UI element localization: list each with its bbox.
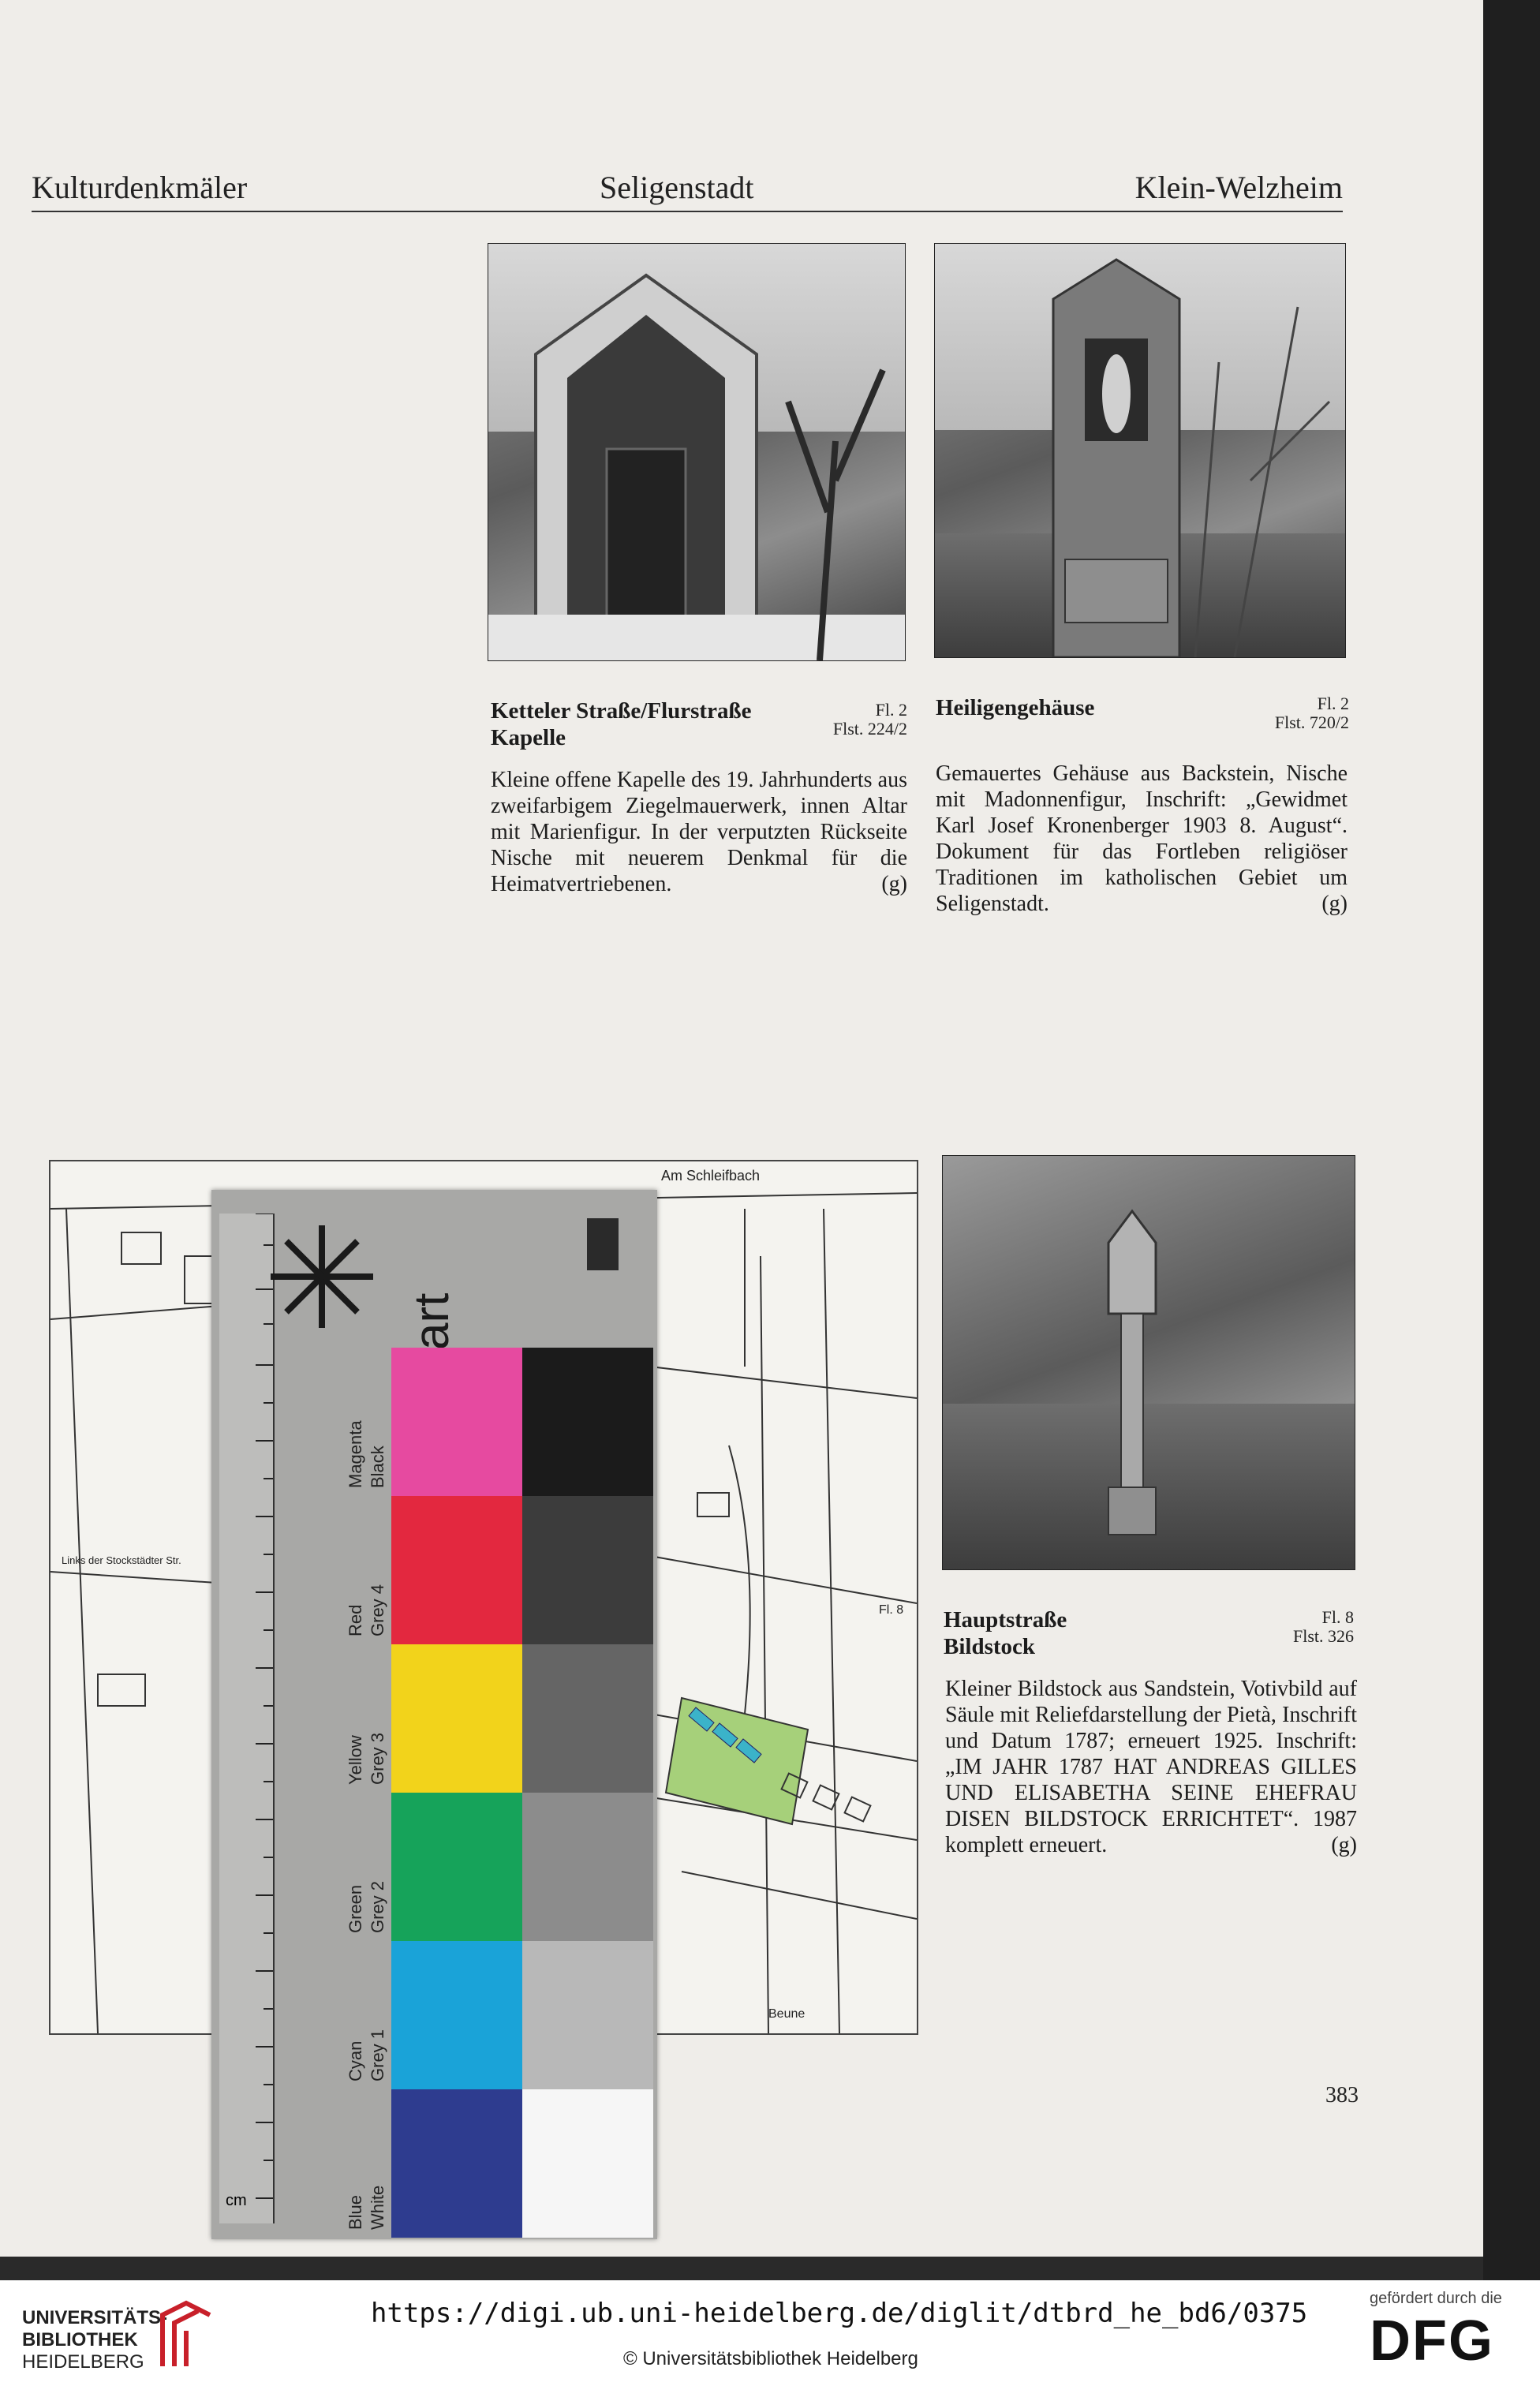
label-blue: Blue <box>346 2194 365 2230</box>
entry-3-title-line2: Bildstock <box>944 1634 1036 1659</box>
swatch-grey3 <box>522 1644 653 1793</box>
swatch-yellow <box>391 1644 522 1793</box>
map-label-fl8: Fl. 8 <box>879 1603 904 1617</box>
swatch-grey1 <box>522 1941 653 2089</box>
map-label-am-schleifbach: Am Schleifbach <box>661 1168 761 1184</box>
entry-2-ref <box>1215 694 1349 732</box>
colour-control-chart <box>211 1190 657 2239</box>
swatch-black <box>522 1348 653 1496</box>
entry-3-ref <box>1220 1608 1354 1646</box>
label-grey2: Grey 2 <box>368 1880 387 1933</box>
library-line2: BIBLIOTHEK <box>22 2329 138 2350</box>
entry-1-title-line1: Ketteler Straße/Flurstraße <box>491 698 752 724</box>
swatch-white <box>522 2089 653 2238</box>
entry-2-ref-line1: Fl. 2 <box>1317 694 1349 713</box>
cm-ruler <box>219 1214 275 2223</box>
copyright-notice: © Universitätsbibliothek Heidelberg <box>623 2348 918 2369</box>
card-logo <box>587 1218 619 1270</box>
swatch-blue <box>391 2089 522 2238</box>
label-green: Green <box>346 1884 365 1933</box>
entry-3-tag: (g) <box>1331 1833 1357 1857</box>
running-header <box>32 162 1343 212</box>
entry-2-title-line1: Heiligengehäuse <box>936 695 1095 720</box>
entry-1-title <box>491 697 759 751</box>
entry-1-body: Kleine offene Kapelle des 19. Jahrhunderts aus zweifarbigem Ziegelmauerwerk, innen Altar mit Marienfigur. In der verputzten Rückseite Nische mit neuerem Denkmal für die Heimatvertriebenen. <box>491 768 907 896</box>
label-grey3: Grey 3 <box>368 1732 387 1785</box>
label-cyan: Cyan <box>346 2040 365 2081</box>
swatch-grey2 <box>522 1793 653 1941</box>
map-label-beune: Beune <box>768 2007 806 2021</box>
label-yellow: Yellow <box>346 1735 365 1785</box>
funding-caption: gefördert durch die <box>1370 2290 1502 2307</box>
entry-1-ref <box>773 701 907 739</box>
header-left: Kulturdenkmäler <box>32 170 248 205</box>
entry-3-ref-line2: Flst. 326 <box>1292 1626 1354 1646</box>
photo-kapelle <box>488 243 906 661</box>
entry-3-text <box>945 1676 1357 1858</box>
swatch-magenta <box>391 1348 522 1496</box>
entry-2-text <box>936 761 1348 917</box>
dfg-logo: DFG <box>1370 2309 1494 2373</box>
photo-heiligengehaeuse <box>934 243 1346 658</box>
entry-1-text <box>491 767 907 897</box>
entry-1-ref-line2: Flst. 224/2 <box>832 719 907 739</box>
entry-3-title-line1: Hauptstraße <box>944 1607 1067 1632</box>
label-magenta: Magenta <box>346 1420 365 1488</box>
header-center: Seligenstadt <box>600 170 754 205</box>
label-white: White <box>368 2185 387 2230</box>
entry-3-ref-line1: Fl. 8 <box>1321 1607 1354 1627</box>
entry-3-body: Kleiner Bildstock aus Sandstein, Votivbild auf Säule mit Reliefdarstellung der Pietà, Inschrift und Datum 1787; erneuert 1925. Inschrift: „IM JAHR 1787 HAT ANDREAS GILLES UND ELISABETHA SEINE EHEFRAU DISEN BILDSTOCK ERRICHTET“. 1987 komplett erneuert. <box>945 1677 1357 1857</box>
entry-2-title <box>936 694 1204 721</box>
label-red: Red <box>346 1604 365 1636</box>
label-grey1: Grey 1 <box>368 2029 387 2081</box>
library-line3: HEIDELBERG <box>22 2351 144 2373</box>
sunburst-icon <box>267 1221 377 1332</box>
swatch-grey4 <box>522 1496 653 1644</box>
entry-2-ref-line2: Flst. 720/2 <box>1274 712 1349 732</box>
library-line1: UNIVERSITÄTS- <box>22 2307 168 2328</box>
swatch-green <box>391 1793 522 1941</box>
library-logo-icon <box>155 2299 213 2370</box>
entry-2-body: Gemauertes Gehäuse aus Backstein, Nische mit Madonnenfigur, Inschrift: „Gewidmet Karl Josef Kronenberger 1903 8. August“. Dokument für das Fortleben religiöser Traditionen im katholischen Gebiet um Seligenstadt. <box>936 761 1348 916</box>
library-name <box>22 2307 167 2373</box>
entry-3-title <box>944 1606 1212 1660</box>
map-label-stockstaedter: Links der Stockstädter Str. <box>62 1554 181 1566</box>
label-black: Black <box>368 1445 387 1488</box>
viewer-footer <box>0 2280 1540 2386</box>
entry-1-title-line2: Kapelle <box>491 725 566 750</box>
swatch-red <box>391 1496 522 1644</box>
swatch-cyan <box>391 1941 522 2089</box>
header-right: Klein-Welzheim <box>1134 170 1343 205</box>
entry-2-tag: (g) <box>1321 892 1348 916</box>
entry-1-ref-line1: Fl. 2 <box>875 700 907 720</box>
page-number: 383 <box>1325 2083 1359 2107</box>
photo-bildstock <box>942 1155 1355 1570</box>
entry-1-tag: (g) <box>881 872 907 896</box>
book-binding <box>1483 0 1540 2280</box>
ruler-unit: cm <box>226 2192 247 2209</box>
label-grey4: Grey 4 <box>368 1584 387 1636</box>
permalink-url[interactable]: https://digi.ub.uni-heidelberg.de/diglit/dtbrd_he_bd6/0375 <box>371 2298 1308 2329</box>
